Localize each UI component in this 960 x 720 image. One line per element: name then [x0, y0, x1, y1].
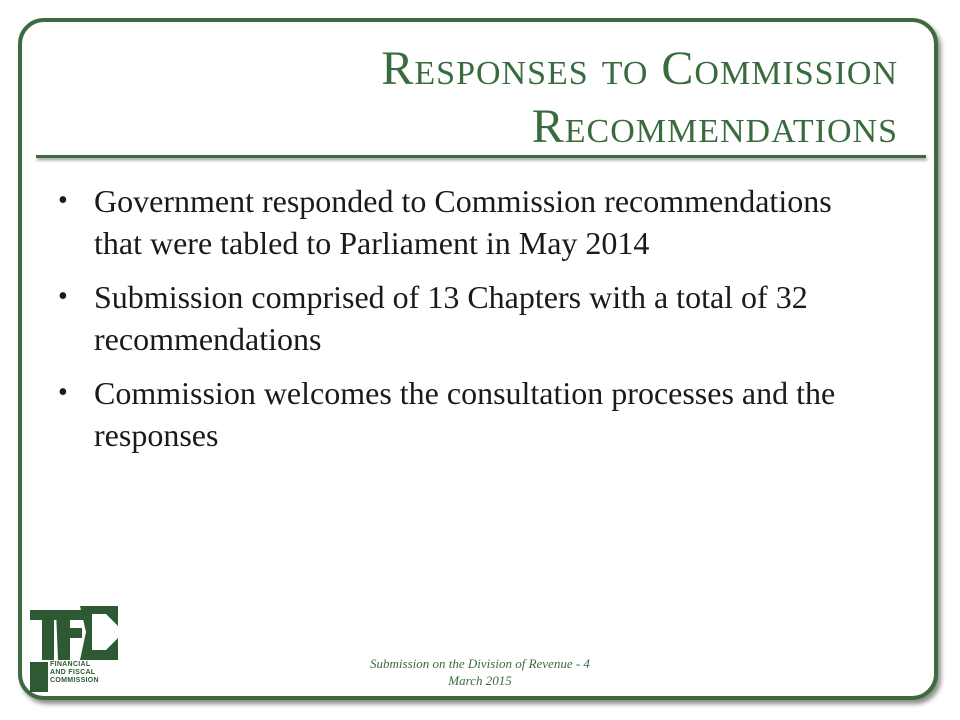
- bullet-text: Government responded to Commission recommendations that were tabled to Parliament in May 2014: [94, 183, 832, 261]
- slide-footer: [330, 655, 630, 689]
- bullet-text: Submission comprised of 13 Chapters with a total of 32 recommendations: [94, 279, 808, 357]
- title-line-2: Recommendations: [531, 100, 898, 153]
- bullet-item: [58, 276, 878, 360]
- title-divider: [36, 155, 926, 158]
- footer-line-2: March 2015: [448, 673, 512, 688]
- bullet-item: [58, 180, 878, 264]
- logo-wordmark: [50, 661, 99, 685]
- logo-line-1: FINANCIAL: [50, 661, 91, 668]
- title-line-1: Responses to Commission: [381, 42, 898, 95]
- slide-title: [178, 40, 898, 156]
- bullet-icon: •: [58, 377, 68, 408]
- bullet-list: [58, 180, 878, 468]
- bullet-text: Commission welcomes the consultation processes and the responses: [94, 375, 836, 453]
- logo-line-2: AND FISCAL: [50, 669, 96, 676]
- bullet-item: [58, 372, 878, 456]
- bullet-icon: •: [58, 185, 68, 216]
- footer-line-1: Submission on the Division of Revenue - 4: [370, 656, 590, 671]
- logo-line-3: COMMISSION: [50, 677, 99, 684]
- bullet-icon: •: [58, 281, 68, 312]
